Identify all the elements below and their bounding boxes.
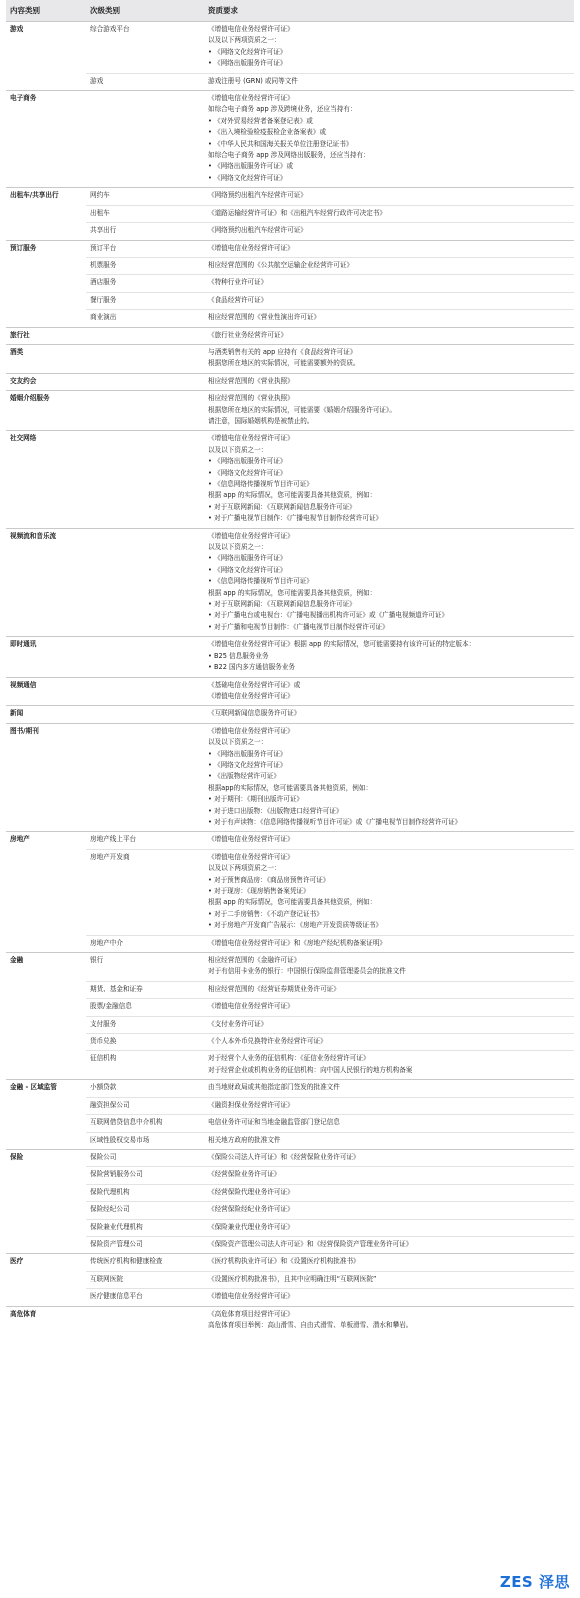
content-category-cell: 交友约会 — [6, 373, 86, 390]
sub-category-cell: 互联网借贷信息中介机构 — [86, 1115, 204, 1132]
qualification-bullet-line: • 《网络出版服务许可证》 — [208, 553, 570, 564]
qualification-cell — [204, 1184, 574, 1201]
qualification-line: 以及以下资质之一： — [208, 445, 268, 454]
qualification-bullet-line: • 对于期刊：《期刊出版许可证》 — [208, 794, 570, 805]
qualification-bullet-line: • 对于房地产开发商广告展示：《房地产开发资质等级证书》 — [208, 920, 570, 931]
qualification-line: 《保险兼业代理业务许可证》 — [208, 1222, 294, 1231]
qualification-cell — [204, 1097, 574, 1114]
qualification-line: 《增值电信业务经营许可证》 — [208, 852, 294, 861]
qualification-line: 《经营保险经纪业务许可证》 — [208, 1205, 294, 1214]
table-row — [6, 275, 574, 292]
table-row — [6, 310, 574, 327]
table-row — [6, 1254, 574, 1271]
table-row — [6, 188, 574, 205]
table-row — [6, 391, 574, 431]
sub-category-cell: 货币兑换 — [86, 1034, 204, 1051]
qualification-bullet-line: • 对于预售商品房：《商品房预售许可证》 — [208, 875, 570, 886]
qualification-cell — [204, 22, 574, 74]
content-category-cell: 出租车/共享出行 — [6, 188, 86, 205]
sub-category-cell: 酒店服务 — [86, 275, 204, 292]
content-category-cell: 医疗 — [6, 1254, 86, 1271]
qualification-bullet-line: • 对于现房：《现房销售备案凭证》 — [208, 886, 570, 897]
qualification-line: 根据您所在地区的实际情况，可能需要额外的资质。 — [208, 359, 360, 368]
qualification-cell — [204, 999, 574, 1016]
qualification-cell — [204, 849, 574, 935]
sub-category-cell: 机票服务 — [86, 257, 204, 274]
table-row — [6, 1034, 574, 1051]
qualification-line: 相应经营范围的《营业性演出许可证》 — [208, 313, 321, 322]
qualification-cell — [204, 1236, 574, 1253]
qualification-bullet-line: • 《网络文化经营许可证》 — [208, 565, 570, 576]
table-row — [6, 1167, 574, 1184]
qualification-line: 《增值电信业务经营许可证》 — [208, 243, 294, 252]
qualification-line: 电信业务许可证和当地金融监管部门登记信息 — [208, 1118, 340, 1127]
qualification-bullet-line: • 《网络文化经营许可证》 — [208, 47, 570, 58]
qualification-line: 《增值电信业务经营许可证》 — [208, 835, 294, 844]
qualification-line: 如综合电子商务 app 涉及跨境业务，还应当持有： — [208, 105, 357, 114]
content-category-cell — [6, 1097, 86, 1114]
sub-category-cell: 保险经纪公司 — [86, 1202, 204, 1219]
content-category-cell — [6, 310, 86, 327]
content-category-cell: 酒类 — [6, 344, 86, 373]
qualification-line: 对于有信用卡业务的银行：中国银行保险监督管理委员会的批准文件 — [208, 967, 406, 976]
table-row — [6, 223, 574, 240]
header-sub-category: 次级类别 — [86, 0, 204, 22]
content-category-cell: 图书/期刊 — [6, 723, 86, 832]
content-category-cell — [6, 1034, 86, 1051]
qualification-line: 游戏注册号 (GRN) 或同等文件 — [208, 76, 298, 85]
table-row — [6, 240, 574, 257]
table-row — [6, 373, 574, 390]
qualification-line: 相关地方政府的批准文件 — [208, 1135, 281, 1144]
content-category-cell — [6, 73, 86, 90]
sub-category-cell: 游戏 — [86, 73, 204, 90]
qualification-line: 《保险资产管理公司法人许可证》和《经营保险资产管理业务许可证》 — [208, 1239, 413, 1248]
qualification-line: 《增值电信业务经营许可证》 — [208, 726, 294, 735]
sub-category-cell — [86, 431, 204, 528]
qualification-line: 如综合电子商务 app 涉及网络出版服务，还应当持有： — [208, 151, 370, 160]
qualification-cell — [204, 292, 574, 309]
qualification-cell — [204, 1149, 574, 1166]
qualification-bullet-line: • B22 国内多方通信服务业务 — [208, 662, 570, 673]
table-row — [6, 91, 574, 188]
qualification-line: 请注意，国际婚姻机构是被禁止的。 — [208, 416, 314, 425]
content-category-cell: 旅行社 — [6, 327, 86, 344]
sub-category-cell: 小额贷款 — [86, 1080, 204, 1097]
qualification-cell — [204, 981, 574, 998]
content-category-cell — [6, 1202, 86, 1219]
content-category-cell — [6, 1289, 86, 1306]
sub-category-cell: 网约车 — [86, 188, 204, 205]
content-category-cell — [6, 292, 86, 309]
content-category-cell — [6, 999, 86, 1016]
sub-category-cell: 综合游戏平台 — [86, 22, 204, 74]
content-category-cell: 游戏 — [6, 22, 86, 74]
qualification-line: 根据 app 的实际情况，您可能需要具备其他资质，例如： — [208, 491, 377, 500]
sub-category-cell — [86, 327, 204, 344]
qualification-bullet-line: • 对于广播电视节目制作：《广播电视节目制作经营许可证》 — [208, 513, 570, 524]
sub-category-cell — [86, 677, 204, 706]
qualification-line: 《增值电信业务经营许可证》 — [208, 25, 294, 33]
sub-category-cell: 股票/金融信息 — [86, 999, 204, 1016]
qualification-bullet-line: • 对于广播和电视节目制作：《广播电视节目制作经营许可证》 — [208, 622, 570, 633]
content-category-cell: 新闻 — [6, 706, 86, 723]
table-row — [6, 528, 574, 637]
qualification-line: 《医疗机构执业许可证》和《设置医疗机构批准书》 — [208, 1257, 360, 1266]
table-row — [6, 637, 574, 677]
qualification-line: 《保险公司法人许可证》和《经营保险业务许可证》 — [208, 1152, 360, 1161]
content-category-cell — [6, 1016, 86, 1033]
qualification-line: 《特种行业许可证》 — [208, 278, 268, 287]
content-category-cell — [6, 849, 86, 935]
qualification-line: 《增值电信业务经营许可证》根据 app 的实际情况，您可能需要持有该许可证的特定版本： — [208, 640, 476, 649]
qualification-line: 根据 app 的实际情况，您可能需要具备其他资质，例如： — [208, 898, 377, 907]
qualification-bullet-line: • 《中华人民共和国海关报关单位注册登记证书》 — [208, 139, 570, 150]
sub-category-cell — [86, 391, 204, 431]
table-row — [6, 1219, 574, 1236]
sub-category-cell: 银行 — [86, 953, 204, 982]
sub-category-cell: 保险资产管理公司 — [86, 1236, 204, 1253]
content-category-cell — [6, 935, 86, 952]
watermark-latin: ZES — [499, 1573, 534, 1591]
table-row — [6, 1149, 574, 1166]
content-category-cell: 电子商务 — [6, 91, 86, 188]
content-category-cell: 即时通讯 — [6, 637, 86, 677]
table-row — [6, 953, 574, 982]
content-category-cell — [6, 1115, 86, 1132]
qualification-cell — [204, 1271, 574, 1288]
content-category-cell — [6, 1167, 86, 1184]
table-row — [6, 344, 574, 373]
qualification-line: 根据 app 的实际情况，您可能需要具备其他资质，例如： — [208, 588, 377, 597]
header-content-category: 内容类别 — [6, 0, 86, 22]
table-row — [6, 1236, 574, 1253]
sub-category-cell: 预订平台 — [86, 240, 204, 257]
table-row — [6, 22, 574, 74]
qualification-cell — [204, 1306, 574, 1334]
qualification-bullet-line: • 《信息网络传播视听节目许可证》 — [208, 576, 570, 587]
sub-category-cell: 房地产中介 — [86, 935, 204, 952]
sub-category-cell: 保险营销服务公司 — [86, 1167, 204, 1184]
qualification-cell — [204, 188, 574, 205]
qualification-bullet-line: • 对于二手房销售：《不动产登记证书》 — [208, 909, 570, 920]
qualification-bullet-line: • 《出入境检验检疫报检企业备案表》或 — [208, 127, 570, 138]
sub-category-cell: 区域性股权交易市场 — [86, 1132, 204, 1149]
content-category-cell — [6, 257, 86, 274]
qualification-line: 根据您所在地区的实际情况，可能需要《婚姻介绍服务许可证》。 — [208, 405, 396, 414]
qualification-bullet-line: • 《出版物经营许可证》 — [208, 771, 570, 782]
table-row — [6, 1115, 574, 1132]
content-category-cell — [6, 981, 86, 998]
table-body — [6, 22, 574, 1335]
content-category-cell: 婚姻介绍服务 — [6, 391, 86, 431]
content-category-cell: 保险 — [6, 1149, 86, 1166]
table-row — [6, 1184, 574, 1201]
qualification-line: 以及以下资质之一： — [208, 543, 268, 552]
qualification-line: 相应经营范围的《经营证券期货业务许可证》 — [208, 984, 340, 993]
content-category-cell: 视频流和音乐流 — [6, 528, 86, 637]
qualification-cell — [204, 91, 574, 188]
qualification-cell — [204, 1254, 574, 1271]
qualification-line: 《增值电信业务经营许可证》 — [208, 434, 294, 443]
header-qualification: 资质要求 — [204, 0, 574, 22]
qualification-bullet-line: • 《网络出版服务许可证》 — [208, 456, 570, 467]
sub-category-cell — [86, 373, 204, 390]
qualification-bullet-line: • 《网络文化经营许可证》 — [208, 760, 570, 771]
content-category-cell — [6, 275, 86, 292]
table-row — [6, 706, 574, 723]
qualification-cell — [204, 1016, 574, 1033]
qualification-bullet-line: • 《网络出版服务许可证》 — [208, 749, 570, 760]
sub-category-cell: 保险代理机构 — [86, 1184, 204, 1201]
qualification-cell — [204, 431, 574, 528]
content-category-cell — [6, 1236, 86, 1253]
table-row — [6, 73, 574, 90]
qualification-bullet-line: • 对于广播电台或电视台：《广播电视播出机构许可证》或《广播电视频道许可证》 — [208, 610, 570, 621]
qualification-cell — [204, 391, 574, 431]
sub-category-cell — [86, 723, 204, 832]
table-row — [6, 1306, 574, 1334]
sub-category-cell — [86, 637, 204, 677]
qualification-cell — [204, 832, 574, 849]
sub-category-cell — [86, 91, 204, 188]
qualification-cell — [204, 327, 574, 344]
qualification-line: 《个人本外币兑换特许业务经营许可证》 — [208, 1037, 327, 1046]
qualification-line: 《增值电信业务经营许可证》 — [208, 531, 294, 540]
qualification-cell — [204, 677, 574, 706]
table-row — [6, 1289, 574, 1306]
qualification-bullet-line: • 《信息网络传播视听节目许可证》 — [208, 479, 570, 490]
qualification-cell — [204, 1167, 574, 1184]
qualification-cell — [204, 1051, 574, 1080]
table-row — [6, 999, 574, 1016]
sub-category-cell: 医疗健康信息平台 — [86, 1289, 204, 1306]
qualification-bullet-line: • B25 信息服务业务 — [208, 651, 570, 662]
table-row — [6, 1080, 574, 1097]
qualification-cell — [204, 223, 574, 240]
table-row — [6, 832, 574, 849]
sub-category-cell: 商业演出 — [86, 310, 204, 327]
table-row — [6, 292, 574, 309]
qualification-line: 《增值电信业务经营许可证》 — [208, 1002, 294, 1011]
sub-category-cell: 融资担保公司 — [86, 1097, 204, 1114]
content-category-cell — [6, 223, 86, 240]
qualification-cell — [204, 953, 574, 982]
table-row — [6, 1051, 574, 1080]
qualification-bullet-line: • 《网络文化经营许可证》 — [208, 468, 570, 479]
table-row — [6, 1271, 574, 1288]
content-category-cell: 视频通信 — [6, 677, 86, 706]
qualification-line: 《增值电信业务经营许可证》 — [208, 691, 294, 700]
content-category-cell: 社交网络 — [6, 431, 86, 528]
qualification-line: 《基础电信业务经营许可证》或 — [208, 680, 301, 689]
qualification-cell — [204, 1132, 574, 1149]
sub-category-cell: 期货、基金和证券 — [86, 981, 204, 998]
sub-category-cell: 出租车 — [86, 205, 204, 222]
qualification-cell — [204, 275, 574, 292]
watermark-logo — [500, 1571, 570, 1592]
qualification-line: 《互联网新闻信息服务许可证》 — [208, 709, 301, 718]
qualification-line: 对于经营企业或机构业务的征信机构：向中国人民银行的地方机构备案 — [208, 1065, 413, 1074]
table-row — [6, 677, 574, 706]
qualification-cell — [204, 310, 574, 327]
sub-category-cell: 支付服务 — [86, 1016, 204, 1033]
content-category-cell — [6, 1219, 86, 1236]
sub-category-cell: 共享出行 — [86, 223, 204, 240]
table-row — [6, 981, 574, 998]
qualification-line: 《经营保险业务许可证》 — [208, 1170, 281, 1179]
qualification-cell — [204, 1080, 574, 1097]
content-category-cell — [6, 205, 86, 222]
qualification-cell — [204, 240, 574, 257]
qualification-line: 《高危体育项目经营许可证》 — [208, 1309, 294, 1318]
qualification-cell — [204, 1289, 574, 1306]
qualification-line: 相应经营范围的《营业执照》 — [208, 394, 294, 403]
watermark-cn: 泽思 — [538, 1573, 570, 1591]
content-category-cell: 金融 - 区域监管 — [6, 1080, 86, 1097]
qualification-cell — [204, 344, 574, 373]
qualification-cell — [204, 706, 574, 723]
qualification-line: 《食品经营许可证》 — [208, 295, 268, 304]
sub-category-cell: 互联网医院 — [86, 1271, 204, 1288]
qualification-cell — [204, 373, 574, 390]
qualification-line: 《旅行社业务经营许可证》 — [208, 330, 288, 339]
table-row — [6, 849, 574, 935]
sub-category-cell: 餐厅服务 — [86, 292, 204, 309]
qualification-line: 相应经营范围的《公共航空运输企业经营许可证》 — [208, 260, 354, 269]
table-row — [6, 1016, 574, 1033]
table-row — [6, 431, 574, 528]
qualification-cell — [204, 1202, 574, 1219]
qualification-line: 《道路运输经营许可证》和《出租汽车经营行政许可决定书》 — [208, 208, 387, 217]
qualification-line: 《融资担保业务经营许可证》 — [208, 1100, 294, 1109]
sub-category-cell — [86, 344, 204, 373]
qualification-cell — [204, 73, 574, 90]
qualification-cell — [204, 637, 574, 677]
qualification-line: 相应经营范围的《金融许可证》 — [208, 956, 301, 965]
table-row — [6, 935, 574, 952]
qualification-cell — [204, 935, 574, 952]
qualification-line: 相应经营范围的《营业执照》 — [208, 376, 294, 385]
qualification-cell — [204, 205, 574, 222]
sub-category-cell — [86, 528, 204, 637]
qualification-line: 根据app的实际情况，您可能需要具备其他资质，例如： — [208, 783, 373, 792]
qualification-bullet-line: • 《网络出版服务许可证》或 — [208, 161, 570, 172]
qualification-cell — [204, 257, 574, 274]
sub-category-cell: 传统医疗机构和健康检查 — [86, 1254, 204, 1271]
qualification-line: 《经营保险代理业务许可证》 — [208, 1187, 294, 1196]
qualification-line: 与酒类销售有关的 app 应持有《食品经营许可证》 — [208, 347, 357, 356]
qualification-cell — [204, 1034, 574, 1051]
content-category-cell: 预订服务 — [6, 240, 86, 257]
qualification-line: 对于经营个人业务的征信机构：《征信业务经营许可证》 — [208, 1054, 370, 1063]
qualification-bullet-line: • 《对外贸易经营者备案登记表》或 — [208, 116, 570, 127]
sub-category-cell — [86, 706, 204, 723]
qualification-bullet-line: • 对于互联网新闻：《互联网新闻信息服务许可证》 — [208, 502, 570, 513]
qualification-bullet-line: • 《网络文化经营许可证》 — [208, 173, 570, 184]
table-row — [6, 327, 574, 344]
qualification-line: 《增值电信业务经营许可证》 — [208, 1292, 294, 1301]
qualification-line: 《增值电信业务经营许可证》 — [208, 94, 294, 103]
content-category-cell — [6, 1184, 86, 1201]
content-category-cell — [6, 1051, 86, 1080]
content-category-cell: 高危体育 — [6, 1306, 86, 1334]
qualification-cell — [204, 723, 574, 832]
qualification-cell — [204, 1115, 574, 1132]
qualification-bullet-line: • 对于互联网新闻：《互联网新闻信息服务许可证》 — [208, 599, 570, 610]
qualification-cell — [204, 1219, 574, 1236]
qualification-line: 由当地财政局或其他指定部门签发的批准文件 — [208, 1083, 340, 1092]
qualification-line: 《网络预约出租汽车经营许可证》 — [208, 191, 307, 200]
qualification-bullet-line: • 《网络出版服务许可证》 — [208, 58, 570, 69]
table-row — [6, 1097, 574, 1114]
content-category-cell: 金融 — [6, 953, 86, 982]
qualification-cell — [204, 528, 574, 637]
qualification-line: 以及以下两项资质之一： — [208, 864, 281, 873]
qualification-line: 以及以下资质之一： — [208, 738, 268, 747]
sub-category-cell: 房地产开发商 — [86, 849, 204, 935]
qualification-bullet-line: • 对于进口出版物：《出版物进口经营许可证》 — [208, 806, 570, 817]
qualification-line: 以及以下两项资质之一： — [208, 36, 281, 45]
qualification-line: 《支付业务许可证》 — [208, 1019, 268, 1028]
qualification-line: 《设置医疗机构批准书》，且其中应明确注明“互联网医院” — [208, 1274, 377, 1283]
qualification-line: 《网络预约出租汽车经营许可证》 — [208, 226, 307, 235]
table-row — [6, 257, 574, 274]
qualification-line: 高危体育项目举例：高山滑雪、自由式滑雪、单板滑雪、潜水和攀岩。 — [208, 1320, 413, 1329]
sub-category-cell: 征信机构 — [86, 1051, 204, 1080]
content-category-cell — [6, 1132, 86, 1149]
table-row — [6, 1132, 574, 1149]
table-row — [6, 723, 574, 832]
qualification-line: 《增值电信业务经营许可证》和《房地产经纪机构备案证明》 — [208, 938, 387, 947]
sub-category-cell — [86, 1306, 204, 1334]
table-row — [6, 1202, 574, 1219]
sub-category-cell: 保险兼业代理机构 — [86, 1219, 204, 1236]
sub-category-cell: 保险公司 — [86, 1149, 204, 1166]
table-header-row — [6, 0, 574, 22]
qualification-bullet-line: • 对于有声读物：《信息网络传播视听节目许可证》或《广播电视节目制作经营许可证》 — [208, 817, 570, 828]
content-category-cell: 房地产 — [6, 832, 86, 849]
qualification-table — [6, 0, 574, 1334]
table-row — [6, 205, 574, 222]
sub-category-cell: 房地产线上平台 — [86, 832, 204, 849]
content-category-cell — [6, 1271, 86, 1288]
